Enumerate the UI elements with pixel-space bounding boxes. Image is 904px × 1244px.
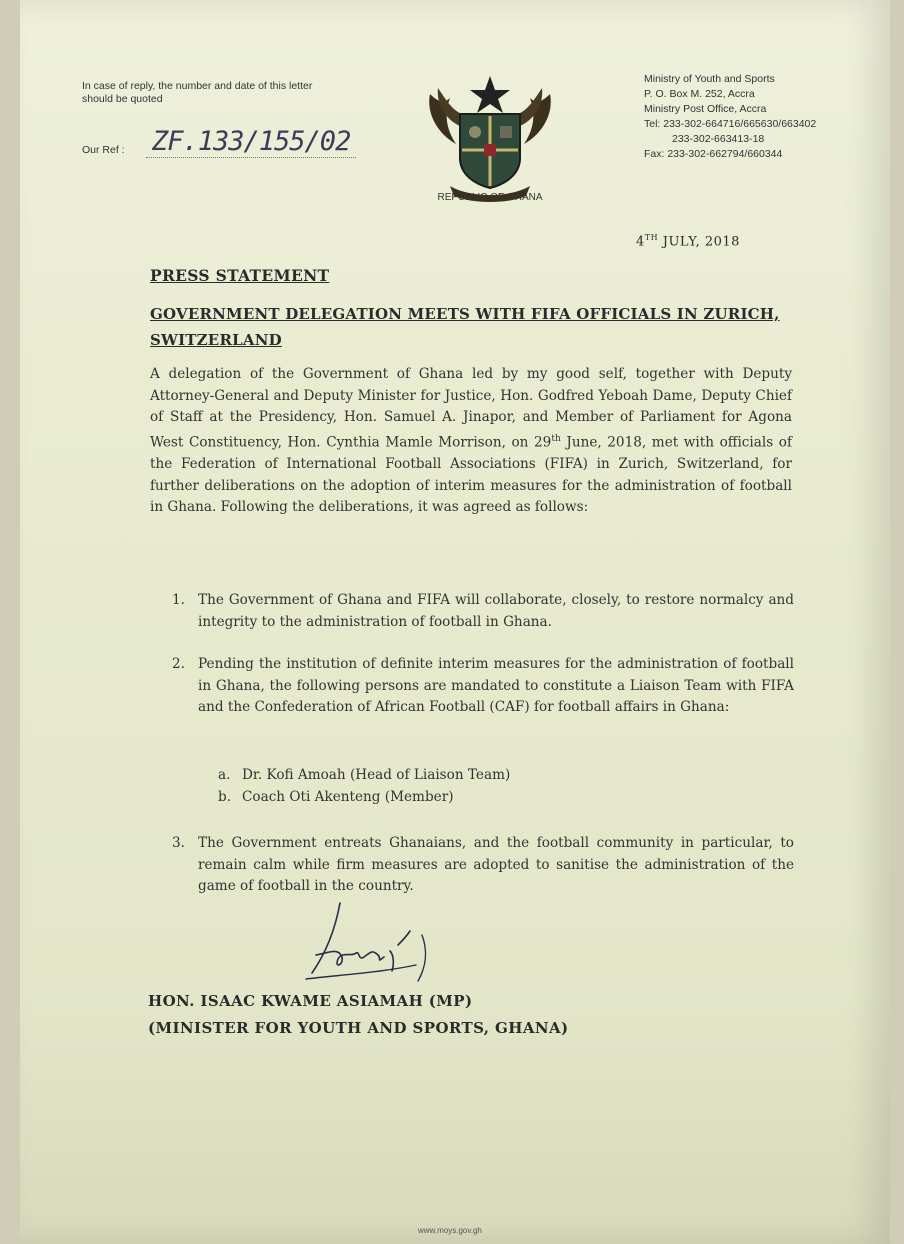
intro-part-2: June, 2018, met with officials of the Federation of International Football Associations (FIFA) in Zurich, Switzerland, for further deliberations on the adoption of interim measures for the administration of football in Ghana. Following the deliberations, it was agreed as follows: — [150, 434, 792, 516]
ministry-post-office: Ministry Post Office, Accra — [644, 103, 767, 115]
list-item — [172, 590, 794, 633]
signatory-position: (MINISTER FOR YOUTH AND SPORTS, GHANA) — [148, 1019, 569, 1037]
letter-date — [636, 233, 740, 249]
date-suffix: TH — [644, 233, 659, 242]
list-item-text: Pending the institution of definite interim measures for the administration of football in Ghana, the following persons are mandated to constitute a Liaison Team with FIFA and the Confederation of African Football (CAF) for football affairs in Ghana: — [198, 656, 794, 716]
intro-superscript: th — [551, 433, 561, 444]
list-item — [172, 833, 794, 898]
ministry-pobox: P. O. Box M. 252, Accra — [644, 88, 755, 100]
ministry-telephone-2: 233-302-663413-18 — [672, 133, 765, 145]
list-item-number: 2. — [172, 656, 185, 672]
ministry-name: Ministry of Youth and Sports — [644, 73, 775, 85]
date-day: 4 — [636, 234, 645, 250]
intro-paragraph — [150, 364, 792, 519]
our-ref-value: ZF.133/155/02 — [146, 126, 356, 158]
our-reference — [82, 126, 402, 166]
intro-part-1: A delegation of the Government of Ghana led by my good self, together with Deputy Attorney-General and Deputy Minister for Justice, Hon. Godfred Yeboah Dame, Deputy Chief of Staff at the Presidency, Hon. Samuel A. Jinapor, and Member of Parliament for Agona West Constituency, Hon. Cynthia Mamle Morrison, on 29 — [150, 366, 792, 451]
signatory-block — [148, 988, 569, 1042]
sub-item-letter: a. — [218, 767, 231, 783]
ghana-coat-of-arms-icon — [416, 74, 564, 204]
sub-list-item — [218, 787, 454, 809]
date-rest: JULY, 2018 — [658, 234, 740, 250]
ministry-telephone: Tel: 233-302-664716/665630/663402 — [644, 118, 817, 130]
document-title: PRESS STATEMENT — [150, 266, 330, 285]
list-item-text: The Government entreats Ghanaians, and the football community in particular, to remain calm while firm measures are adopted to sanitise the administration of the game of football in the country. — [198, 835, 794, 895]
reply-instruction: In case of reply, the number and date of this letter should be quoted — [82, 80, 313, 105]
headline: GOVERNMENT DELEGATION MEETS WITH FIFA OFFICIALS IN ZURICH, SWITZERLAND — [150, 305, 780, 349]
sub-item-letter: b. — [218, 789, 232, 805]
our-ref-label: Our Ref : — [82, 144, 125, 156]
crest-caption: REPUBLIC OF GHANA — [437, 192, 543, 203]
list-item-text: The Government of Ghana and FIFA will collaborate, closely, to restore normalcy and integrity to the administration of football in Ghana. — [198, 592, 794, 630]
sub-item-text: Coach Oti Akenteng (Member) — [242, 789, 454, 805]
list-item-number: 3. — [172, 835, 185, 851]
sub-list-item — [218, 765, 510, 787]
list-item — [172, 654, 794, 719]
ministry-address — [644, 72, 884, 162]
footer-website: www.moys.gov.gh — [418, 1226, 482, 1235]
list-item-number: 1. — [172, 592, 185, 608]
ministry-fax: Fax: 233-302-662794/660344 — [644, 148, 783, 160]
signatory-name: HON. ISAAC KWAME ASIAMAH (MP) — [148, 992, 473, 1010]
letter-page — [20, 0, 890, 1244]
sub-item-text: Dr. Kofi Amoah (Head of Liaison Team) — [242, 767, 511, 783]
handwritten-signature — [298, 895, 458, 995]
